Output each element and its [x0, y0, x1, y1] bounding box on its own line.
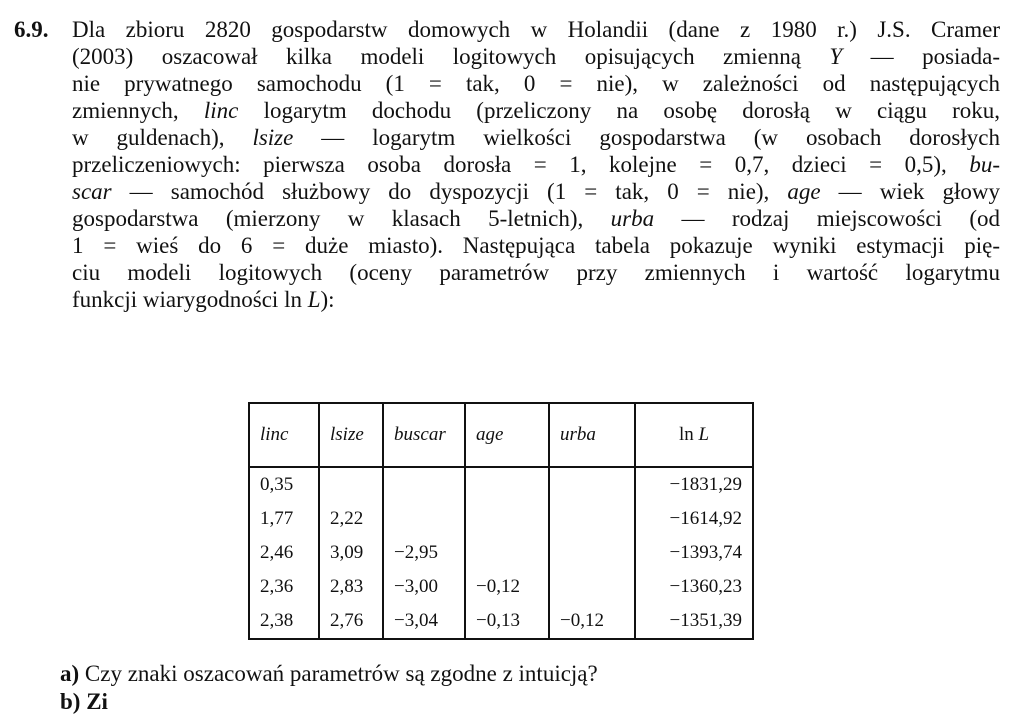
table-row — [249, 536, 753, 570]
header-age: age — [465, 403, 549, 467]
table-row — [249, 570, 753, 604]
cell-linc: 2,38 — [249, 604, 319, 639]
cell-age — [465, 502, 549, 536]
cell-lnl: −1393,74 — [635, 536, 753, 570]
cell-urba — [549, 536, 635, 570]
problem-text-line: (2003) oszacował kilka modeli logitowych opisujących zmienną Y — posiada- — [72, 44, 1000, 69]
header-buscar: buscar — [383, 403, 465, 467]
header-lnl: ln L — [635, 403, 753, 467]
cell-lsize: 2,83 — [319, 570, 383, 604]
cell-linc: 1,77 — [249, 502, 319, 536]
cell-age — [465, 536, 549, 570]
cell-lnl: −1360,23 — [635, 570, 753, 604]
cell-buscar: −3,04 — [383, 604, 465, 639]
cell-linc: 2,46 — [249, 536, 319, 570]
problem-text-line: przeliczeniowych: pierwsza osoba dorosła = 1, kolejne = 0,7, dzieci = 0,5), bu- — [72, 152, 1000, 177]
cell-lnl: −1351,39 — [635, 604, 753, 639]
question-a-text: Czy znaki oszacowań parametrów są zgodne z intuicją? — [84, 661, 598, 686]
problem-text-line: funkcji wiarygodności ln L): — [72, 287, 335, 312]
cell-lsize — [319, 467, 383, 502]
header-urba: urba — [549, 403, 635, 467]
question-a — [60, 660, 598, 687]
question-b-fragment: b) Zi — [60, 689, 108, 714]
question-a-label: a) — [60, 661, 80, 686]
cell-age: −0,12 — [465, 570, 549, 604]
cell-lnl: −1614,92 — [635, 502, 753, 536]
problem-text-line: gospodarstwa (mierzony w klasach 5-letnich), urba — rodzaj miejscowości (od — [72, 206, 1000, 231]
table-header-row — [249, 403, 753, 467]
cell-urba: −0,12 — [549, 604, 635, 639]
cell-urba — [549, 467, 635, 502]
cell-urba — [549, 570, 635, 604]
table-row — [249, 502, 753, 536]
table-header — [249, 403, 753, 467]
cell-urba — [549, 502, 635, 536]
problem-text-line: Dla zbioru 2820 gospodarstw domowych w Holandii (dane z 1980 r.) J.S. Cramer — [72, 17, 1000, 42]
problem-text — [72, 16, 1000, 313]
cell-buscar: −2,95 — [383, 536, 465, 570]
cell-age — [465, 467, 549, 502]
problem-text-line: ciu modeli logitowych (oceny parametrów przy zmiennych i wartość logarytmu — [72, 260, 1000, 285]
problem-text-line: w guldenach), lsize — logarytm wielkości gospodarstwa (w osobach dorosłych — [72, 125, 1000, 150]
problem-text-line: zmiennych, linc logarytm dochodu (przeliczony na osobę dorosłą w ciągu roku, — [72, 98, 1000, 123]
cell-linc: 2,36 — [249, 570, 319, 604]
header-lsize: lsize — [319, 403, 383, 467]
table-row — [249, 604, 753, 639]
exercise-number: 6.9. — [14, 17, 49, 42]
problem-text-line: nie prywatnego samochodu (1 = tak, 0 = nie), w zależności od następujących — [72, 71, 1000, 96]
table-row — [249, 467, 753, 502]
cell-buscar — [383, 502, 465, 536]
cell-lsize: 2,76 — [319, 604, 383, 639]
problem-text-line: scar — samochód służbowy do dyspozycji (1 = tak, 0 = nie), age — wiek głowy — [72, 179, 1000, 204]
results-table — [248, 402, 754, 640]
cell-age: −0,13 — [465, 604, 549, 639]
cell-linc: 0,35 — [249, 467, 319, 502]
cell-lsize: 2,22 — [319, 502, 383, 536]
problem-text-line: 1 = wieś do 6 = duże miasto). Następująca tabela pokazuje wyniki estymacji pię- — [72, 233, 1000, 258]
table-body — [249, 467, 753, 639]
cell-buscar: −3,00 — [383, 570, 465, 604]
cell-lnl: −1831,29 — [635, 467, 753, 502]
cell-lsize: 3,09 — [319, 536, 383, 570]
header-linc: linc — [249, 403, 319, 467]
cell-buscar — [383, 467, 465, 502]
